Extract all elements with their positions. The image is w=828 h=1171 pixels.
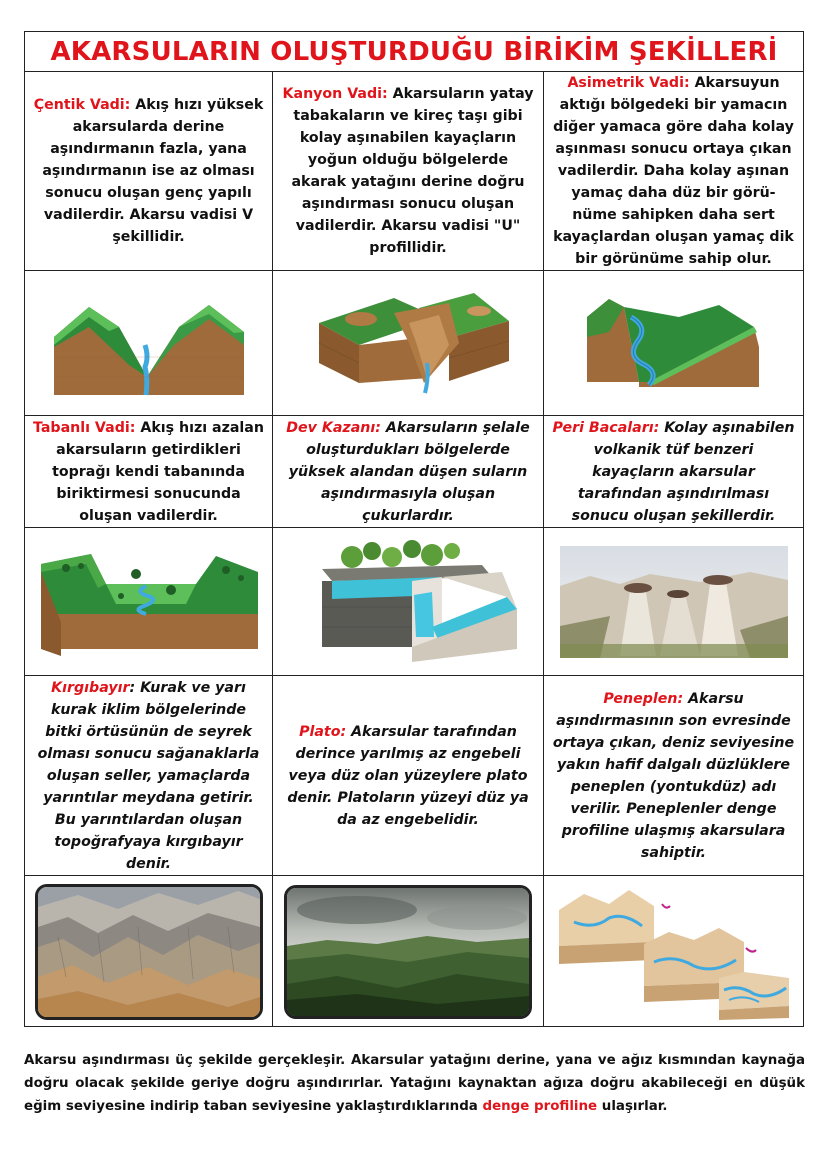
- desc-asimetrik-vadi: Akarsuyun aktığı bölgedeki bir yamacın diğer yamaca göre daha kolay aşınması sonucu ortaya çıkan vadilerdir. Daha kolay aşınan yamaç daha düz bir görü- nüme sahipken daha sert kayaçlardan oluşan yamaç dik bir görünüme sahip olur.: [553, 75, 794, 267]
- footer-end: ulaşırlar.: [597, 1099, 668, 1114]
- canyon-illustration: [299, 283, 517, 403]
- cell-centik-vadi-text: [25, 72, 273, 271]
- v-valley-illustration: [49, 287, 249, 399]
- worksheet: [24, 31, 804, 1027]
- footer-highlight: denge profiline: [482, 1099, 598, 1114]
- term-centik-vadi: Çentik Vadi:: [33, 97, 131, 113]
- term-tabanli-vadi: Tabanlı Vadi:: [33, 419, 136, 436]
- term-peri-bacalari: Peri Bacaları:: [552, 419, 660, 436]
- cell-peneplen-image: [544, 876, 803, 1027]
- term-kirgibayir: Kırgıbayır: [51, 679, 130, 696]
- cell-kanyon-vadi-image: [273, 271, 544, 416]
- cell-plato-text: [273, 676, 544, 876]
- pothole-waterfall-illustration: [292, 537, 524, 667]
- plateau-photo: [287, 888, 529, 1016]
- desc-peneplen: Akarsu aşındırmasının son evresinde ortaya çıkan, deniz seviyesine yakın hafif dalgalı düzlüklere peneplen (yontukdüz) adı verilir. Peneplenler denge profiline ulaşmış akarsulara sahiptir.: [552, 690, 795, 861]
- flat-floor-valley-illustration: [36, 544, 262, 659]
- cell-tabanli-vadi-image: [25, 528, 273, 676]
- cell-dev-kazani-text: [273, 416, 544, 528]
- cell-centik-vadi-image: [25, 271, 273, 416]
- plateau-photo-frame: [284, 885, 532, 1019]
- cell-tabanli-vadi-text: [25, 416, 273, 528]
- peneplain-stages-illustration: [554, 882, 794, 1022]
- cell-plato-image: [273, 876, 544, 1027]
- cell-asimetrik-vadi-text: [544, 72, 803, 271]
- desc-peri-bacalari: Kolay aşınabilen volkanik tüf benzeri kayaçların akarsular tarafından aşındırılması sonucu oluşan şekillerdir.: [571, 419, 795, 524]
- cell-kirgibayir-text: [25, 676, 273, 876]
- cell-dev-kazani-image: [273, 528, 544, 676]
- term-asimetrik-vadi: Asimetrik Vadi:: [567, 75, 690, 91]
- asymmetric-valley-illustration: [579, 287, 769, 399]
- desc-dev-kazani: Akarsuların şelale oluşturdukları bölgelerde yüksek alandan düşen suların aşındırmasıyla oluşan çukurlardır.: [288, 419, 530, 524]
- badlands-photo-frame: [35, 884, 263, 1020]
- term-plato: Plato:: [299, 723, 347, 740]
- desc-plato: Akarsular tarafından derince yarılmış az engebeli veya düz olan yüzeylere plato denir. Platoların yüzeyi düz ya da az engebelidir.: [287, 723, 529, 828]
- footer-paragraph: [24, 1049, 805, 1118]
- cell-peri-bacalari-text: [544, 416, 803, 528]
- footer-text: Akarsu aşındırması üç şekilde gerçekleşir. Akarsular yatağını derine, yana ve ağız kısmından kaynağa doğru olacak şekilde geriye doğru aşındırırlar. Yatağını kaynaktan ağıza doğru akabileceği en düşük eğim seviyesine indirip taban seviyesine yaklaştırdıklarında: [24, 1053, 805, 1114]
- fairy-chimneys-photo: [560, 546, 788, 658]
- term-dev-kazani: Dev Kazanı:: [286, 419, 381, 436]
- term-kanyon-vadi: Kanyon Vadi:: [282, 86, 388, 102]
- cell-kirgibayir-image: [25, 876, 273, 1027]
- desc-kanyon-vadi: Akarsuların yatay tabakaların ve kireç taşı gibi kolay aşınabilen kayaçların yoğun olduğu bölgelerde akarak yatağını derine doğru aşındırması sonucu oluşan vadilerdir. Akarsu vadisi "U" profillidir.: [291, 86, 534, 256]
- landform-grid: [25, 72, 803, 1027]
- cell-asimetrik-vadi-image: [544, 271, 803, 416]
- desc-tabanli-vadi: Akış hızı azalan akarsuların getirdikleri toprağı kendi tabanında biriktirmesi sonucunda oluşan vadilerdir.: [52, 419, 264, 524]
- cell-kanyon-vadi-text: [273, 72, 544, 271]
- cell-peneplen-text: [544, 676, 803, 876]
- page-title: AKARSULARIN OLUŞTURDUĞU BİRİKİM ŞEKİLLERİ: [25, 32, 803, 72]
- desc-centik-vadi: Akış hızı yüksek akarsularda derine aşındırmanın fazla, yana aşındırmanın ise az olması sonucu oluşan genç yapılı vadilerdir. Akarsu vadisi V şekillidir.: [42, 97, 264, 245]
- cell-peri-bacalari-image: [544, 528, 803, 676]
- term-peneplen: Peneplen:: [603, 690, 684, 707]
- badlands-photo: [38, 887, 260, 1017]
- desc-kirgibayir: : Kurak ve yarı kurak iklim bölgelerinde bitki örtüsünün de seyrek olması sonucu sağanaklarla oluşan seller, yamaçlarda yarıntılar meydana getirir. Bu yarıntılardan oluşan topoğrafyaya kırgıbayır denir.: [37, 679, 260, 872]
